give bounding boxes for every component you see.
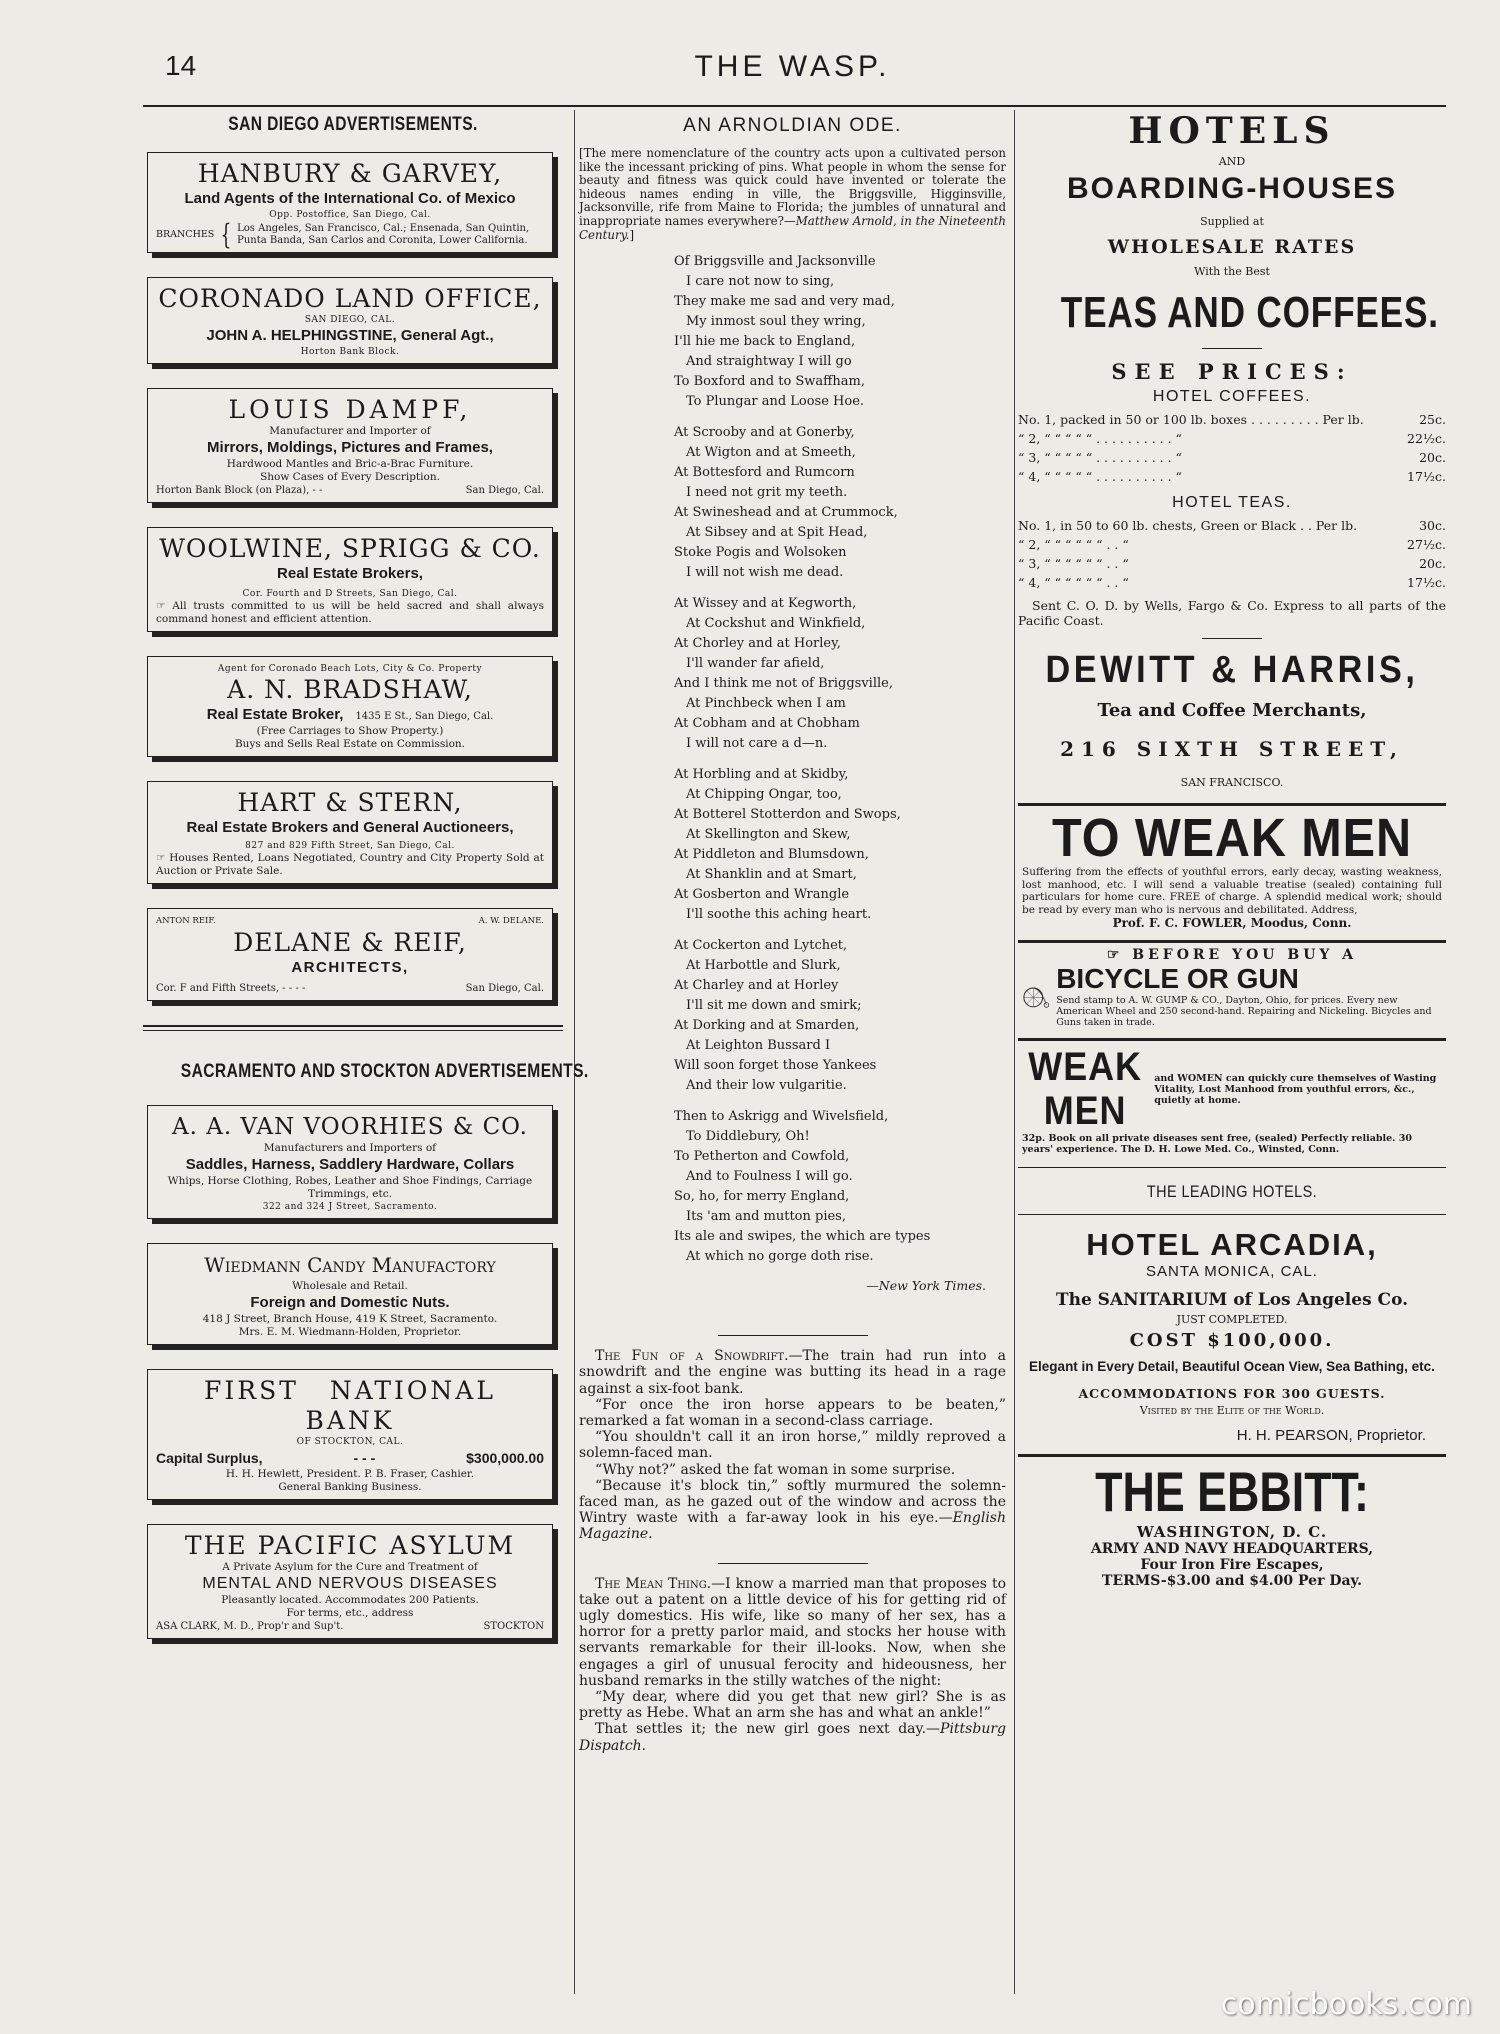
partner-name: ANTON REIF.: [156, 916, 216, 926]
ad-line: 418 J Street, Branch House, 419 K Street, Sacramento.: [202, 1313, 498, 1325]
price-row: [1018, 410, 1446, 429]
price-value: 20c.: [1419, 450, 1446, 465]
price-row: [1018, 516, 1446, 535]
ad-name: A. N. BRADSHAW,: [227, 675, 473, 704]
article-paragraph: [579, 1478, 1006, 1543]
bicycle-or-gun: BICYCLE OR GUN: [1056, 963, 1299, 995]
header-rule: [143, 105, 1446, 107]
wholesale-rates: WHOLESALE RATES: [1107, 236, 1357, 258]
ad-woolwine-sprigg: [147, 527, 553, 632]
ad-name: HANBURY & GARVEY,: [197, 159, 503, 188]
ad-city: OF STOCKTON, CAL.: [296, 1437, 404, 1447]
ad-line: For terms, etc., address: [286, 1607, 414, 1619]
poem-line: At Pinchbeck when I am: [686, 696, 846, 712]
poem-line: And to Foulness I will go.: [686, 1169, 853, 1185]
poem-line: Stoke Pogis and Wolsoken: [674, 545, 847, 561]
paragraph-text: “Because it's block tin,” softly murmured the solemn-faced man, as he gazed out of the window and across the Wintry waste with a far-away look in his eye.—: [579, 1477, 1006, 1527]
bicycle-icon: [1022, 971, 1050, 1021]
paragraph-text: “Why not?” asked the fat woman in some surprise.: [595, 1461, 956, 1478]
divider: [1018, 803, 1446, 806]
price-label: “ 2, “ “ “ “ “ . . . . . . . . . . “: [1018, 431, 1182, 446]
ad-address-row: [156, 1620, 544, 1633]
poem-line: At Skellington and Skew,: [686, 827, 851, 843]
article-mean-thing: [579, 1576, 1006, 1754]
ad-subtitle: Mirrors, Moldings, Pictures and Frames,: [207, 439, 493, 456]
ad-agent: JOHN A. HELPHINGSTINE, General Agt.,: [206, 327, 494, 344]
article-paragraph: [579, 1429, 1006, 1461]
ad-bradshaw: [147, 656, 553, 757]
poem-line: At Wissey and at Kegworth,: [674, 596, 857, 612]
ad-address: Cor. F and Fifth Streets, - - - -: [156, 983, 306, 994]
with-best: With the Best: [1194, 265, 1270, 278]
poem-line: At Gosberton and Wrangle: [674, 887, 850, 903]
article-divider: [718, 1563, 868, 1564]
article-paragraph: [579, 1576, 1006, 1689]
army-navy: ARMY AND NAVY HEADQUARTERS,: [1090, 1541, 1374, 1558]
poem-stanza: [674, 765, 1010, 925]
ad-name: HART & STERN,: [237, 788, 463, 817]
ad-name: WOOLWINE, SPRIGG & CO.: [159, 534, 541, 563]
weak-men-address: Prof. F. C. FOWLER, Moodus, Conn.: [1112, 916, 1352, 931]
poem-line: Will soon forget those Yankees: [674, 1058, 877, 1074]
poem-body: [674, 252, 1010, 1267]
ad-address: Horton Bank Block (on Plaza), - -: [156, 485, 323, 496]
ad-line: Pleasantly located. Accommodates 200 Patients.: [221, 1594, 479, 1606]
weak2-side: and WOMEN can quickly cure themselves of Wasting Vitality, Lost Manhood from youthful errors, &c., quietly at home.: [1154, 1072, 1437, 1106]
proprietor: H. H. PEARSON, Proprietor.: [1236, 1427, 1426, 1445]
capital-dashes: - - -: [353, 1450, 376, 1466]
poem-line: I'll sit me down and smirk;: [686, 998, 862, 1014]
branches-label: BRANCHES: [156, 229, 215, 240]
capital-value: $300,000.00: [466, 1450, 544, 1466]
poem-line: At Charley and at Horley: [674, 978, 839, 994]
divider: [1018, 1038, 1446, 1041]
ad-subtitle: ARCHITECTS,: [291, 959, 409, 976]
ad-line: Mrs. E. M. Wiedmann-Holden, Proprietor.: [238, 1326, 462, 1338]
divider: [1202, 638, 1262, 639]
coffee-price-list: [1018, 410, 1446, 486]
column-hotel-ads: [1018, 110, 1446, 1994]
price-label: “ 4, “ “ “ “ “ . . . . . . . . . . “: [1018, 469, 1182, 484]
the-ebbitt: THE EBBITT:: [1095, 1460, 1369, 1524]
price-label: No. 1, in 50 to 60 lb. chests, Green or Black . . Per lb.: [1018, 518, 1358, 533]
ad-name: CORONADO LAND OFFICE,: [158, 284, 542, 313]
santa-monica: SANTA MONICA, CAL.: [1146, 1263, 1318, 1281]
ad-capital-row: [156, 1448, 544, 1468]
ad-address: 1435 E St., San Diego, Cal.: [355, 711, 494, 722]
ad-line: A Private Asylum for the Cure and Treatment of: [222, 1561, 478, 1573]
poem-attribution: —New York Times.: [866, 1278, 986, 1294]
poem-line: My inmost soul they wring,: [686, 314, 866, 330]
ad-first-national-bank: [147, 1369, 553, 1500]
street-address: 216 SIXTH STREET,: [1060, 737, 1404, 761]
brace-glyph: {: [220, 218, 232, 251]
ad-line: Buys and Sells Real Estate on Commission.: [234, 738, 466, 750]
poem-line: At Botterel Stotterdon and Swops,: [674, 807, 901, 823]
ad-wiedmann-candy: [147, 1243, 553, 1345]
column-advertisements: [143, 110, 589, 1994]
poem-line: And straightway I will go: [686, 354, 852, 370]
tea-price-list: [1018, 516, 1446, 592]
poem-line: At Wigton and at Smeeth,: [686, 445, 856, 461]
poem-line: At Chipping Ongar, too,: [686, 787, 842, 803]
article-paragraph: [579, 1348, 1006, 1397]
paragraph-text: —The train had run into a snowdrift and the engine was butting its head in a rage against a six-foot bank.: [579, 1348, 1006, 1397]
ad-name: LOUIS DAMPF,: [228, 395, 472, 424]
ad-note: ☞ All trusts committed to us will be held sacred and shall always command honest and efficient attention.: [156, 600, 544, 625]
hotels-title: HOTELS: [1128, 110, 1336, 152]
supplied-at: Supplied at: [1200, 215, 1264, 228]
ad-address: 827 and 829 Fifth Street, San Diego, Cal.: [245, 841, 455, 851]
poem-line: At Cockshut and Winkfield,: [686, 616, 866, 632]
price-label: No. 1, packed in 50 or 100 lb. boxes . . . . . . . . . Per lb.: [1018, 412, 1364, 427]
ad-subtitle: MENTAL AND NERVOUS DISEASES: [202, 1575, 498, 1592]
ad-address-row: [156, 484, 544, 497]
weak-men-text: Suffering from the effects of youthful errors, early decay, wasting weakness, lost manhood, etc. I will send a valuable treatise (sealed) containing full particulars for home cure. FREE of charge. A splendid medical work; should be read by every man who is nervous and debilitated. Address,: [1022, 866, 1442, 916]
intro-citation: Matthew Arnold, in the Nineteenth Century.: [579, 213, 1006, 242]
poem-line: At Dorking and at Smarden,: [674, 1018, 860, 1034]
hotel-arcadia: HOTEL ARCADIA,: [1086, 1227, 1378, 1263]
divider: [1018, 1454, 1446, 1457]
ad-hart-stern: [147, 781, 553, 884]
page-number: 14: [165, 50, 197, 81]
ad-top-line: Agent for Coronado Beach Lots, City & Co. Property: [217, 664, 483, 674]
weak2-text: 32p. Book on all private diseases sent free, (sealed) Perfectly reliable. 30 years' experience. The D. H. Lowe Med. Co., Winsted, Conn.: [1022, 1133, 1412, 1156]
poem-line: I care not now to sing,: [686, 274, 835, 290]
poem-line: To Petherton and Cowfold,: [674, 1149, 850, 1165]
poem-stanza: [674, 423, 1010, 583]
poem-line: I'll wander far afield,: [686, 656, 825, 672]
watermark: comicbooks.com: [1220, 1987, 1472, 2022]
poem-stanza: [674, 936, 1010, 1096]
leading-hotels: THE LEADING HOTELS.: [1146, 1182, 1318, 1202]
ad-subtitle: Real Estate Broker,: [206, 706, 344, 723]
ad-officers: H. H. Hewlett, President. P. B. Fraser, Cashier.: [225, 1468, 475, 1480]
ad-partners-row: [156, 915, 544, 928]
ad-line: Hardwood Mantles and Bric-a-Brac Furniture.: [226, 458, 474, 470]
price-row: [1018, 535, 1446, 554]
ad-address: Cor. Fourth and D Streets, San Diego, Cal.: [242, 589, 458, 599]
article-title: The Fun of a Snowdrift.: [595, 1348, 789, 1365]
ad-pacific-asylum: [147, 1524, 553, 1639]
poem-line: At Horbling and at Skidby,: [674, 767, 849, 783]
sacramento-heading: SACRAMENTO AND STOCKTON ADVERTISEMENTS.: [180, 1061, 589, 1082]
article-paragraph: [579, 1462, 1006, 1478]
ad-city: San Diego, Cal.: [465, 983, 544, 994]
paragraph-text: “You shouldn't call it an iron horse,” mildly reproved a solemn-faced man.: [579, 1429, 1006, 1462]
poem-line: I'll hie me back to England,: [674, 334, 856, 350]
weak2-title: WEAK MEN: [1028, 1045, 1142, 1134]
poem-line: So, ho, for merry England,: [674, 1189, 850, 1205]
article-title: The Mean Thing.: [595, 1575, 712, 1592]
poem-line: At Harbottle and Slurk,: [686, 958, 841, 974]
ad-van-voorhies: [147, 1105, 553, 1219]
ad-weak-men: [1018, 810, 1446, 930]
tea-title: HOTEL TEAS.: [1172, 494, 1292, 511]
ad-coronado-land-office: [147, 277, 553, 364]
article-citation: English Magazine.: [579, 1510, 1006, 1543]
ad-branches: [156, 218, 544, 251]
weak2-row: [1022, 1045, 1442, 1133]
price-row: [1018, 429, 1446, 448]
bicycle-row: [1022, 963, 1442, 1028]
article-divider: [718, 1335, 868, 1336]
sanitarium: The SANITARIUM of Los Angeles Co.: [1055, 1290, 1409, 1311]
ad-subtitle: Saddles, Harness, Saddlery Hardware, Collars: [185, 1156, 515, 1173]
ad-name: FIRST NATIONAL BANK: [204, 1376, 496, 1435]
column-rule-right: [1014, 110, 1015, 1994]
poem-line: I will not wish me dead.: [686, 565, 844, 581]
ad-subtitle: Foreign and Domestic Nuts.: [250, 1294, 450, 1311]
ad-line: Wholesale and Retail.: [292, 1280, 408, 1292]
poem-line: Then to Askrigg and Wivelsfield,: [674, 1109, 889, 1125]
paragraph-text: —I know a married man that proposes to take out a patent on a little device of his for getting rid of ugly domestics. His wife, like so many of her sex, has a horror for a pretty parlor maid, and stocks her house with servants remarkable for their ill-looks. Now, when she engages a girl of unusual ferocity and hideousness, her husband remarks in the stilly watches of the night:: [579, 1575, 1007, 1689]
teas-and-coffees: TEAS AND COFFEES.: [1060, 288, 1439, 337]
price-value: 17½c.: [1407, 575, 1446, 590]
ad-name: Wiedmann Candy Manufactory: [204, 1253, 496, 1277]
article-paragraph: [579, 1721, 1006, 1753]
poem-line: At Swineshead and at Crummock,: [674, 505, 898, 521]
poem-line: At Scrooby and at Gonerby,: [674, 425, 855, 441]
coffee-title: HOTEL COFFEES.: [1152, 388, 1312, 405]
partner-name: A. W. DELANE.: [478, 916, 544, 926]
visited-by: Visited by the Elite of the World.: [1139, 1404, 1325, 1418]
price-label: “ 4, “ “ “ “ “ “ . . “: [1018, 575, 1129, 590]
poem-line: At Shanklin and at Smart,: [686, 867, 857, 883]
price-label: “ 3, “ “ “ “ “ . . . . . . . . . . “: [1018, 450, 1182, 465]
ad-subtitle: Land Agents of the International Co. of Mexico: [184, 190, 516, 207]
ad-bicycle: [1018, 947, 1446, 1028]
san-diego-heading: SAN DIEGO ADVERTISEMENTS.: [228, 114, 478, 135]
poem-title: AN ARNOLDIAN ODE.: [683, 115, 902, 136]
price-value: 22½c.: [1407, 431, 1446, 446]
ad-subtitle: Real Estate Brokers and General Auctioneers,: [186, 819, 514, 836]
cost: COST $100,000.: [1129, 1330, 1335, 1352]
ad-line: General Banking Business.: [278, 1481, 422, 1493]
ad-address-row: [156, 982, 544, 995]
divider: [1018, 1214, 1446, 1215]
poem-line: To Plungar and Loose Hoe.: [686, 394, 865, 410]
dewitt-harris: DEWITT & HARRIS,: [1045, 649, 1419, 691]
ad-delane-reif: [147, 908, 553, 1001]
price-label: “ 2, “ “ “ “ “ “ . . “: [1018, 537, 1129, 552]
before-you-buy: ☞ BEFORE YOU BUY A: [1106, 947, 1358, 964]
ad-city: San Diego, Cal.: [465, 485, 544, 496]
cod-note: Sent C. O. D. by Wells, Fargo & Co. Express to all parts of the Pacific Coast.: [1018, 598, 1446, 628]
elegant: Elegant in Every Detail, Beautiful Ocean View, Sea Bathing, etc.: [1029, 1359, 1435, 1375]
price-value: 25c.: [1419, 412, 1446, 427]
poem-line: And I think me not of Briggsville,: [674, 676, 893, 692]
ad-subtitle: Real Estate Brokers,: [277, 565, 423, 582]
poem-line: I'll soothe this aching heart.: [686, 907, 872, 923]
price-row: [1018, 573, 1446, 592]
poem-line: At Piddleton and Blumsdown,: [674, 847, 869, 863]
poem-line: They make me sad and very mad,: [674, 294, 895, 310]
price-row: [1018, 448, 1446, 467]
branches-text: Los Angeles, San Francisco, Cal.; Ensenada, San Quintin, Punta Banda, San Carlos and Coronita, Lower California.: [237, 223, 530, 246]
and-text: AND: [1218, 155, 1246, 168]
merchants: Tea and Coffee Merchants,: [1097, 700, 1367, 721]
divider: [1018, 940, 1446, 943]
ad-hanbury-garvey: [147, 152, 553, 253]
poem-stanza: [674, 252, 1010, 412]
ad-address: Opp. Postoffice, San Diego, Cal.: [269, 210, 431, 220]
paragraph-text: “My dear, where did you get that new girl? She is as pretty as Hebe. What an arm she has and what an ankle!”: [579, 1689, 1006, 1722]
boarding-houses: BOARDING-HOUSES: [1066, 172, 1397, 205]
see-prices: SEE PRICES:: [1111, 359, 1353, 384]
ad-city: SAN DIEGO, CAL.: [304, 315, 396, 325]
ad-line: Manufacturers and Importers of: [263, 1142, 437, 1154]
price-row: [1018, 467, 1446, 486]
intro-text: [The mere nomenclature of the country acts upon a cultivated person like the incessant pricking of pins. What people in whom the sense for beauty and fitness was quick could have invented or tolerate the hideous names ending in ville, the Briggsville, Higginsville, Jacksonville, rife from Maine to Florida; the jumbles of unnatural and inappropriate names everywhere?—: [579, 146, 1006, 228]
article-snowdrift: [579, 1348, 1006, 1542]
ad-city: STOCKTON: [483, 1621, 544, 1632]
poem-stanza: [674, 594, 1010, 754]
poem-line: At Cockerton and Lytchet,: [674, 938, 848, 954]
ad-name: THE PACIFIC ASYLUM: [184, 1531, 516, 1560]
bicycle-text: Send stamp to A. W. GUMP & CO., Dayton, Ohio, for prices. Every new American Wheel and 250 second-hand. Repairing and Nickeling. Bicycles and Guns taken in trade.: [1056, 995, 1432, 1029]
fire-escapes: Four Iron Fire Escapes,: [1140, 1557, 1324, 1574]
article-paragraph: [579, 1397, 1006, 1429]
washington: WASHINGTON, D. C.: [1136, 1523, 1328, 1542]
running-title: THE WASP.: [694, 50, 891, 83]
poem-line: Its 'am and mutton pies,: [686, 1209, 846, 1225]
divider: [1018, 1167, 1446, 1168]
article-citation: Pittsburg Dispatch.: [579, 1721, 1006, 1754]
poem-stanza: [674, 1107, 1010, 1267]
poem-line: I will not care a d—n.: [686, 736, 828, 752]
ad-broker-row: [156, 705, 544, 725]
poem-intro: [The mere nomenclature of the country acts upon a cultivated person like the incessant pricking of pins. What people in whom the sense for beauty and fitness was quick could have invented or tolerate the hideous names ending in ville, the Briggsville, Higginsville, Jacksonville, rife from Maine to Florida; the jumbles of unnatural and inappropriate names everywhere?—Matthew Arnold, in the Nineteenth Century.]: [579, 146, 1006, 242]
city: SAN FRANCISCO.: [1180, 776, 1284, 789]
page-header: [140, 50, 1445, 100]
poem-line: Its ale and swipes, the which are types: [674, 1229, 931, 1245]
ad-address: 322 and 324 J Street, Sacramento.: [262, 1202, 438, 1212]
poem-line: At Sibsey and at Spit Head,: [686, 525, 868, 541]
ad-weak-men-women: [1018, 1045, 1446, 1155]
poem-line: To Boxford and to Swaffham,: [674, 374, 866, 390]
poem-line: Of Briggsville and Jacksonville: [674, 254, 876, 270]
price-value: 27½c.: [1407, 537, 1446, 552]
poem-line: At Bottesford and Rumcorn: [674, 465, 855, 481]
ad-louis-dampf: [147, 388, 553, 503]
accommodations: ACCOMMODATIONS FOR 300 GUESTS.: [1078, 1386, 1386, 1402]
poem-line: At which no gorge doth rise.: [686, 1249, 874, 1265]
column-articles: [575, 110, 1010, 1994]
ad-note: ☞ Houses Rented, Loans Negotiated, Country and City Property Sold at Auction or Private Sale.: [156, 852, 544, 877]
poem-line: At Cobham and at Chobham: [674, 716, 860, 732]
ad-line: Show Cases of Every Description.: [260, 471, 440, 483]
just-completed: JUST COMPLETED.: [1176, 1313, 1288, 1327]
paragraph-text: “For once the iron horse appears to be beaten,” remarked a fat woman in a second-class carriage.: [579, 1396, 1006, 1429]
ad-block: Horton Bank Block.: [300, 347, 400, 357]
ad-name: A. A. VAN VOORHIES & CO.: [172, 1114, 528, 1140]
divider: [1202, 348, 1262, 349]
ad-name: DELANE & REIF,: [233, 928, 467, 957]
poem-line: And their low vulgaritie.: [686, 1078, 847, 1094]
ad-address: ASA CLARK, M. D., Prop'r and Sup't.: [156, 1621, 344, 1632]
article-paragraph: [579, 1689, 1006, 1721]
price-value: 17½c.: [1407, 469, 1446, 484]
weak-men-title: TO WEAK MEN: [1052, 808, 1412, 868]
price-label: “ 3, “ “ “ “ “ “ . . “: [1018, 556, 1129, 571]
section-divider: [143, 1025, 563, 1031]
ad-line: Manufacturer and Importer of: [269, 425, 431, 437]
capital-label: Capital Surplus,: [156, 1450, 263, 1466]
poem-line: At Leighton Bussard I: [686, 1038, 831, 1054]
price-value: 30c.: [1419, 518, 1446, 533]
price-value: 20c.: [1419, 556, 1446, 571]
poem-line: I need not grit my teeth.: [686, 485, 848, 501]
terms: TERMS-$3.00 and $4.00 Per Day.: [1102, 1573, 1362, 1590]
ad-line: (Free Carriages to Show Property.): [256, 725, 444, 737]
ad-line: Whips, Horse Clothing, Robes, Leather and Shoe Findings, Carriage Trimmings, etc.: [167, 1175, 533, 1200]
price-row: [1018, 554, 1446, 573]
poem-line: To Diddlebury, Oh!: [686, 1129, 810, 1145]
paragraph-text: That settles it; the new girl goes next day.—: [595, 1721, 941, 1738]
poem-line: At Chorley and at Horley,: [674, 636, 841, 652]
